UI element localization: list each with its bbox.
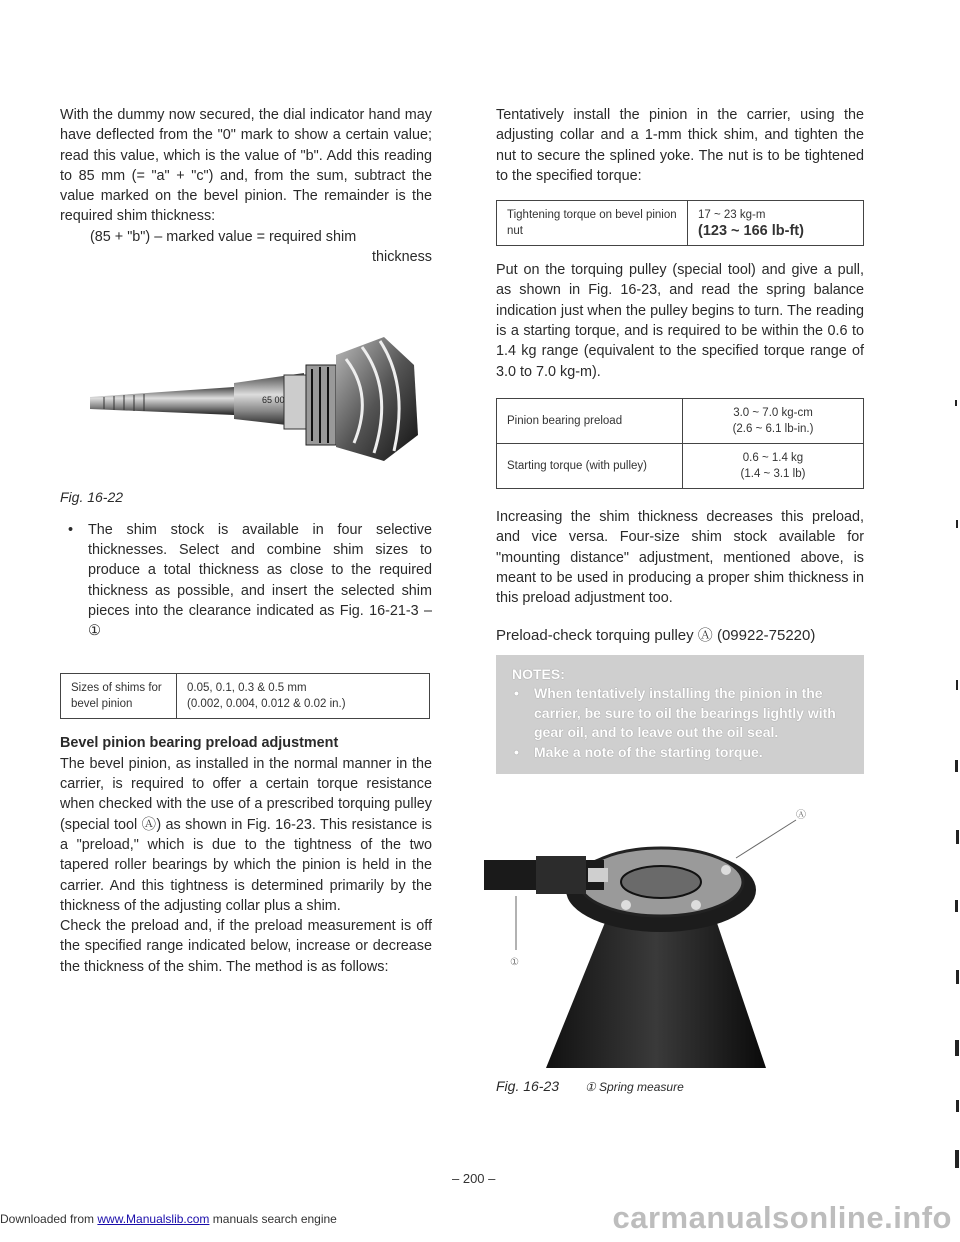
notes-title: NOTES: — [512, 665, 565, 682]
right-column — [496, 105, 864, 1098]
paragraph-tentatively-install: Tentatively install the pinion in the carrier, using the adjusting collar and a 1-mm thick shim, and tighten the nut to secure the splined yoke. The nut is to be tightened to the specified torque: — [496, 107, 864, 184]
preload-table-label-2: Starting torque (with pulley) — [497, 443, 683, 488]
bullet-shim-stock — [60, 520, 432, 642]
paragraph-dial-indicator: With the dummy now secured, the dial indicator hand may have deflected from the "0" mark to show a certain value; read this value, which is the value of "b". Add this reading to 85 mm (= "a" + "c") and, from the sum, subtract the value marked on the bevel pinion. The remainder is the required shim thickness: — [60, 107, 432, 225]
note-item-2-text: Make a note of the starting torque. — [534, 743, 763, 760]
note-item-2 — [512, 743, 852, 763]
photo-torquing-pulley — [476, 800, 826, 1070]
footer-prefix: Downloaded from — [0, 1212, 98, 1226]
paragraph-bevel-pinion: The bevel pinion, as installed in the normal manner in the carrier, is required to offer a certain torque resistance when checked with the use of a prescribed torquing pulley (special tool Ⓐ) as shown in Fig. 16-23. This resistance is a "preload," which is due to the tightness of the two tapered roller bearings by which the pinion is held in the carrier. And this tightness is determined primarily by the thickness of the adjusting collar plus a shim. — [60, 755, 432, 914]
bevel-pinion-illustration — [84, 335, 424, 465]
figure-caption-16-23-note: ① Spring measure — [584, 1080, 684, 1095]
shim-table-value-imperial: (0.002, 0.004, 0.012 & 0.02 in.) — [187, 698, 346, 711]
note-item-1 — [512, 684, 852, 743]
bullet-dot: • — [514, 685, 519, 702]
manualslib-link[interactable]: www.Manualslib.com — [97, 1212, 210, 1226]
paragraph-shim-thickness: Increasing the shim thickness decreases this preload, and vice versa. Four-size shim stock available for "mounting distance" adjustment, mentioned above, is meant to be used in producing a proper shim thickness in this preload adjustment too. — [496, 508, 864, 607]
paragraph-check-preload: Check the preload and, if the preload measurement is off the specified range indicated below, increase or decrease the thickness of the shim. The method is as follows: — [60, 918, 432, 975]
photo-bevel-pinion — [84, 335, 424, 465]
shim-table-value — [177, 674, 430, 719]
preload-value-imperial: (2.6 ~ 6.1 lb-in.) — [732, 422, 814, 435]
torque-table-label: Tightening torque on bevel pinion nut — [497, 201, 688, 246]
shim-table-value-metric: 0.05, 0.1, 0.3 & 0.5 mm — [187, 682, 307, 695]
photo-part-number: 65 00 — [262, 395, 285, 406]
shim-formula: (85 + "b") – marked value = required shim — [90, 228, 357, 245]
tool-line: Preload-check torquing pulley Ⓐ (09922-75220) — [496, 627, 816, 645]
page-number: – 200 – — [452, 1171, 496, 1186]
torque-table-value-imperial: (123 ~ 166 lb-ft) — [698, 223, 804, 240]
shim-size-table — [60, 673, 430, 719]
preload-table-value-1 — [683, 398, 864, 443]
paragraph-torquing-pulley: Put on the torquing pulley (special tool) and give a pull, as shown in Fig. 16-23, and read the spring balance indication just when the pulley begins to turn. The reading is a starting torque, and is required to be within the 0.6 to 1.4 kg range (equivalent to the specified torque range of 3.0 to 7.0 kg-m). — [496, 262, 864, 380]
scan-edge-marks — [950, 380, 960, 1200]
preload-table-label-1: Pinion bearing preload — [497, 398, 683, 443]
site-watermark: carmanualsonline.info — [612, 1200, 952, 1235]
note-item-1-text: When tentatively installing the pinion in the carrier, be sure to oil the bearings lightly with gear oil, and to leave out the oil seal. — [534, 685, 836, 741]
torque-table-value — [688, 201, 864, 246]
starting-torque-imperial: (1.4 ~ 3.1 lb) — [740, 467, 806, 480]
photo-callout-a: Ⓐ — [796, 810, 806, 822]
shim-table-label: Sizes of shims for bevel pinion — [61, 674, 177, 719]
preload-table-value-2 — [683, 443, 864, 488]
bullet-dot: • — [514, 743, 519, 760]
preload-value-metric: 3.0 ~ 7.0 kg-cm — [733, 406, 813, 419]
footer-suffix: manuals search engine — [209, 1212, 337, 1226]
notes-box — [496, 655, 864, 775]
figure-caption-16-23-label: Fig. 16-23 — [496, 1078, 560, 1095]
shim-formula-end: thickness — [372, 249, 432, 266]
torque-table — [496, 200, 864, 246]
bullet-dot: • — [68, 521, 74, 538]
torque-table-value-metric: 17 ~ 23 kg-m — [698, 209, 766, 222]
figure-caption-16-23 — [496, 1076, 864, 1097]
figure-caption-16-22: Fig. 16-22 — [60, 489, 124, 506]
torquing-pulley-illustration — [476, 800, 826, 1070]
bullet-shim-stock-text: The shim stock is available in four selective thicknesses. Select and combine shim sizes to produce a total thickness as close to the required thickness as possible, and insert the selected shim pieces into the clearance indicated as Fig. 16-21-3 – ① — [88, 521, 432, 640]
download-footer — [0, 1212, 337, 1226]
left-column — [60, 105, 432, 977]
section-heading-preload: Bevel pinion bearing preload adjustment — [60, 735, 339, 752]
photo-callout-1: ① — [510, 957, 519, 969]
preload-table — [496, 398, 864, 489]
starting-torque-metric: 0.6 ~ 1.4 kg — [742, 451, 804, 464]
